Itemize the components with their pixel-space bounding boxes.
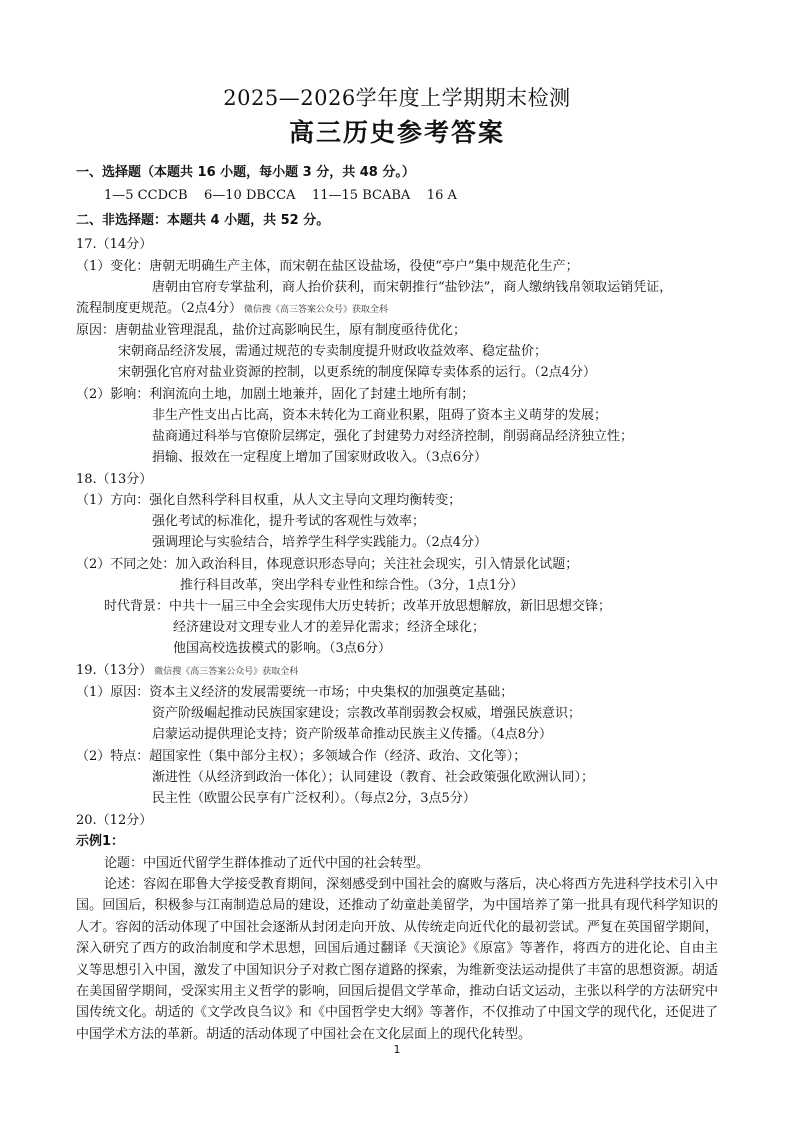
q17-line-text: 流程制度更规范。（2点4分） [76,301,243,316]
choice-answers: 1—5 CCDCB 6—10 DBCCA 11—15 BCABA 16 A [104,188,457,203]
q20-argument: 论述：容闳在耶鲁大学接受教育期间，深刻感受到中国社会的腐败与落后，决心将西方先进科学技术引入中国。回国后，积极参与江南制造总局的建设，还推动了幼童赴美留学，为中国培养了第一批具有现代科学知识的人才。容闳的活动体现了中国社会逐渐从封闭走向开放、从传统走向近代化的最初尝试。严复在英国留学期间，深入研究了西方的政治制度和学术思想，回国后通过翻译《天演论》《原富》等著作，将西方的进化论、自由主义等思想引入中国，激发了中国知识分子对救亡图存道路的探索，为维新变法运动提供了丰富的思想资源。胡适在美国留学期间，受深实用主义哲学的影响，回国后提倡文学革命，推动白话文运动，主张以科学的方法研究中国传统文化。胡适的《文学改良刍议》和《中国哲学史大纲》等著作，不仅推动了中国文学的现代化，还促进了中国学术方法的革新。胡适的活动体现了中国社会在文化层面上的现代化转型。 [76,877,718,1042]
example-label: 示例1： [76,834,125,849]
exam-title: 2025—2026学年度上学期期末检测 [223,86,571,110]
watermark-note: 微信搜《高三答案公众号》获取全科 [244,305,389,315]
q19-line: 渐进性（从经济到政治一体化）；认同建设（教育、社会政策强化欧洲认同）； [152,770,595,785]
q19-line: 民主性（欧盟公民享有广泛权利）。（每点2分，3点5分） [152,791,476,806]
q17-line: 盐商通过科举与官僚阶层绑定，强化了封建势力对经济控制，削弱商品经济独立性； [152,429,634,444]
q17-line: 捐输、报效在一定程度上增加了国家财政收入。（3点6分） [152,450,488,465]
q17-line: （2）影响：利润流向土地，加剧土地兼并，固化了封建土地所有制； [76,387,475,402]
section2-heading: 二、非选择题：本题共 4 小题，共 52 分。 [76,213,330,228]
q19-line: 资产阶级崛起推动民族国家建设；宗教改革削弱教会权威，增强民族意识； [152,706,582,721]
q19-number-text: 19.（13分） [76,663,153,678]
page-title: 高三历史参考答案 [288,118,505,147]
q17-line [76,300,388,319]
q17-line: 非生产性支出占比高，资本未转化为工商业积累，阻碍了资本主义萌芽的发展； [152,408,608,423]
q17-line: 宋朝强化官府对盐业资源的控制，以更系统的制度保障专卖体系的运行。（2点4分） [118,365,597,380]
q19-line: （2）特点：超国家性（集中部分主权）；多领域合作（经济、政治、文化等）； [76,749,527,764]
q17-number: 17.（14分） [76,237,153,252]
q19-line: 启蒙运动提供理论支持；资产阶级革命推动民族主义传播。（4点8分） [152,727,553,742]
q20-thesis: 论题：中国近代留学生群体推动了近代中国的社会转型。 [104,856,430,871]
q18-line: 推行科目改革，突出学科专业性和综合性。（3分，1点1分） [180,578,524,593]
q17-line: 唐朝由官府专掌盐利，商人抬价获利，而宋朝推行“盐钞法”，商人缴纳钱帛领取运销凭证， [152,280,673,295]
q18-line: 经济建设对文理专业人才的差异化需求；经济全球化； [173,620,486,635]
page-number: 1 [393,1043,401,1056]
q18-line: （1）方向：强化自然科学科目权重，从人文主导向文理均衡转变； [76,493,462,508]
q18-line: 强化考试的标准化，提升考试的客观性与效率； [152,514,426,529]
q18-line: 时代背景：中共十一届三中全会实现伟大历史转折；改革开放思想解放，新旧思想交锋； [104,599,612,614]
q17-line: 原因：唐朝盐业管理混乱，盐价过高影响民生，原有制度亟待优化； [76,323,467,338]
q18-line: 他国高校选拔模式的影响。（3点6分） [173,641,392,656]
q17-line: （1）变化：唐朝无明确生产主体，而宋朝在盐区设盐场，役使“亭户”集中规范化生产； [76,259,579,274]
section1-heading: 一、选择题（本题共 16 小题，每小题 3 分，共 48 分。） [76,165,415,180]
q19-number [76,662,298,681]
watermark-note: 微信搜《高三答案公众号》获取全科 [154,667,299,677]
q18-line: （2）不同之处：加入政治科目，体现意识形态导向；关注社会现实，引入情景化试题； [76,557,579,572]
q19-line: （1）原因：资本主义经济的发展需要统一市场；中央集权的加强奠定基础； [76,685,514,700]
q20-number: 20.（12分） [76,813,153,828]
q17-line: 宋朝商品经济发展，需通过规范的专卖制度提升财政收益效率、稳定盐价； [118,344,548,359]
q18-line: 强调理论与实验结合，培养学生科学实践能力。（2点4分） [152,535,488,550]
q18-number: 18.（13分） [76,472,153,487]
